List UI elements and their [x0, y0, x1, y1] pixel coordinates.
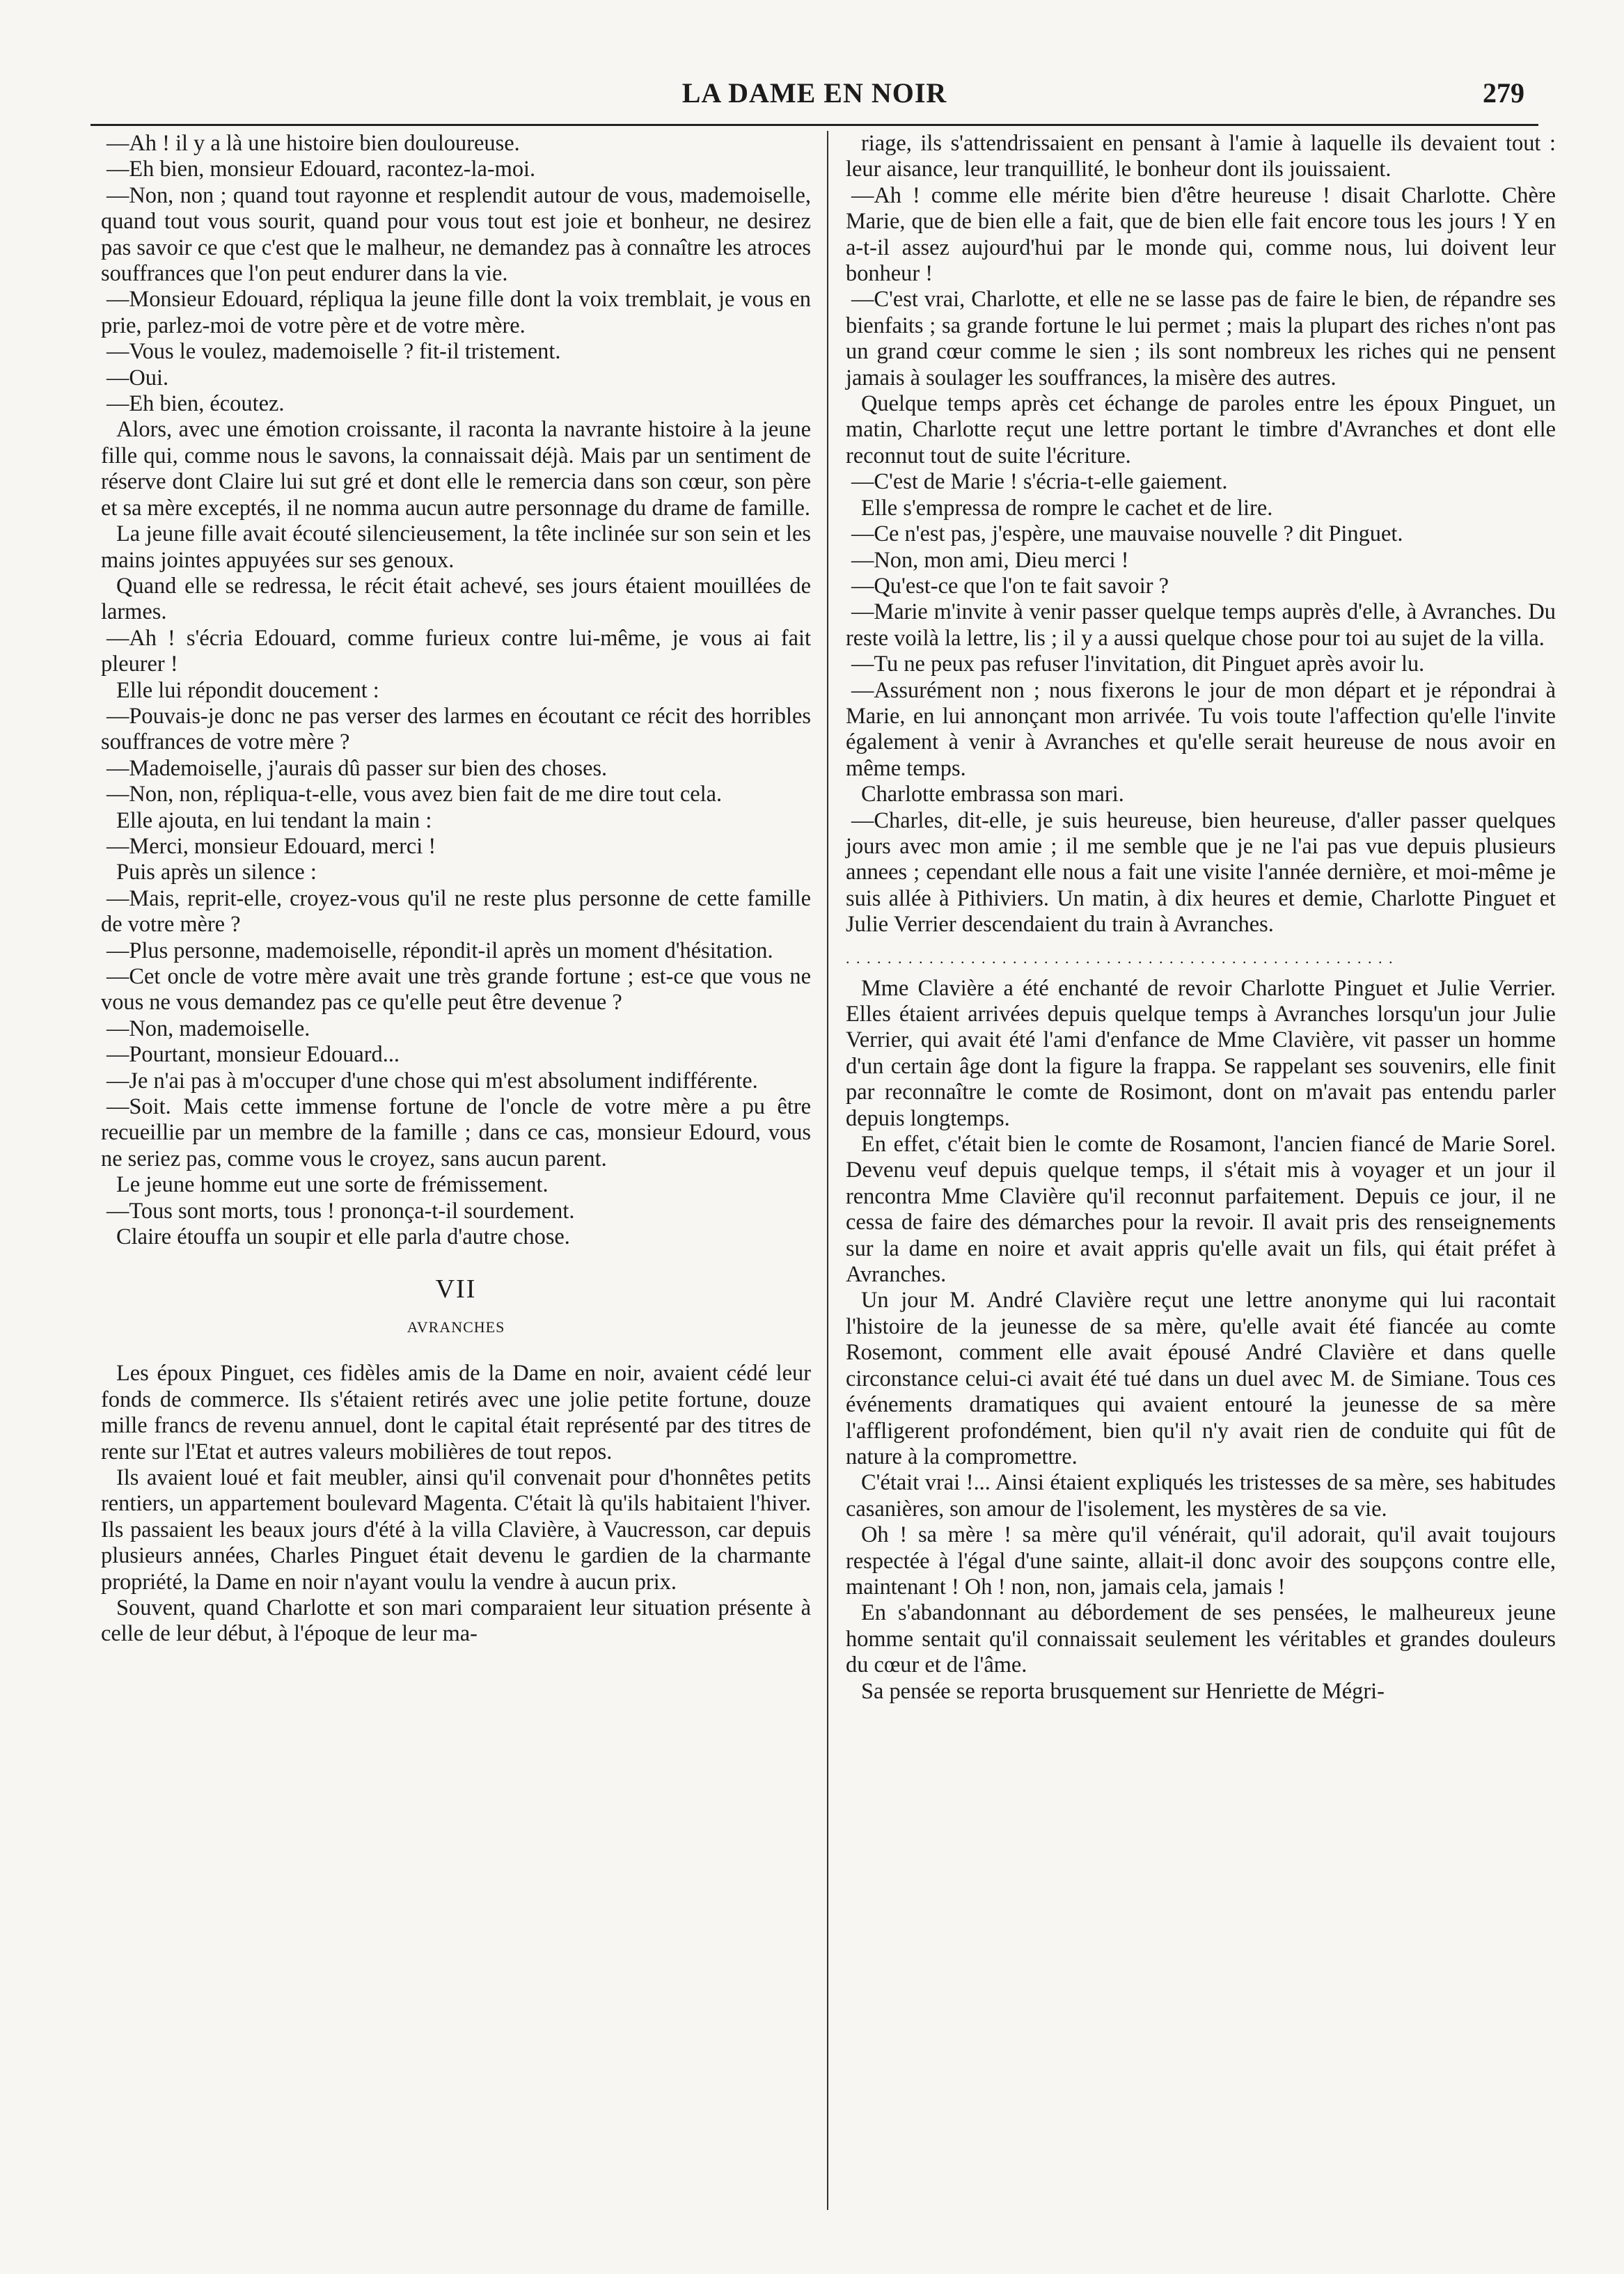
paragraph: Un jour M. André Clavière reçut une lettre anonyme qui lui racontait l'histoire de la jeunesse de sa mère, qu'elle avait été fiancée au comte Rosemont, comment elle avait épousé André Clavière et dans quelle circonstance celui-ci avait été tué dans un duel avec M. de Simiane. Tous ces événements dramatiques qui avaient entouré la jeunesse de sa mère l'affligerent profondément, bien qu'il n'y avait rien de conduite qui fût de nature à la compromettre.	[846, 1288, 1556, 1469]
paragraph: Elle s'empressa de rompre le cachet et de lire.	[861, 495, 1273, 521]
right-column	[846, 131, 1556, 1705]
column-divider	[827, 131, 828, 2210]
running-title: LA DAME EN NOIR	[681, 77, 947, 109]
paragraph: —Pourtant, monsieur Edouard...	[107, 1042, 400, 1068]
paragraph: —Non, non, répliqua-t-elle, vous avez bien fait de me dire tout cela.	[107, 782, 723, 807]
paragraph: —Pouvais-je donc ne pas verser des larmes en écoutant ce récit des horribles souffrances de votre mère ?	[101, 703, 811, 755]
paragraph: —Eh bien, monsieur Edouard, racontez-la-moi.	[107, 157, 536, 182]
paragraph: Charlotte embrassa son mari.	[861, 782, 1124, 807]
paragraph: —Tu ne peux pas refuser l'invitation, dit Pinguet après avoir lu.	[851, 652, 1425, 677]
left-column-text	[101, 131, 811, 1250]
paragraph: Le jeune homme eut une sorte de frémissement.	[116, 1172, 549, 1198]
paragraph: —Assurément non ; nous fixerons le jour de mon départ et je répondrai à Marie, en lui annonçant mon arrivée. Tu vois toute l'affection qu'elle l'invite également à venir à Avranches et qu'elle serait heureuse de nous avoir en même temps.	[846, 677, 1556, 781]
paragraph: —Non, mademoiselle.	[107, 1016, 310, 1041]
paragraph: —C'est de Marie ! s'écria-t-elle gaiement.	[851, 469, 1228, 495]
paragraph: —Merci, monsieur Edouard, merci !	[107, 833, 436, 859]
paragraph: Souvent, quand Charlotte et son mari comparaient leur situation présente à celle de leur début, à l'époque de leur ma-	[101, 1595, 811, 1647]
paragraph: Alors, avec une émotion croissante, il raconta la navrante histoire à la jeune fille qui, comme nous le savons, la connaissait déjà. Mais par un sentiment de réserve dont Claire lui sut gré et dont elle le remercia dans son cœur, son père et sa mère exceptés, il ne nomma aucun autre personnage du drame de famille.	[101, 417, 811, 521]
paragraph: —Plus personne, mademoiselle, répondit-il après un moment d'hésitation.	[107, 938, 773, 963]
paragraph: —Ah ! comme elle mérite bien d'être heureuse ! disait Charlotte. Chère Marie, que de bien elle a fait, que de bien elle fait encore tous les jours ! Y en a-t-il assez aujourd'hui par le monde qui, comme nous, lui doivent leur bonheur !	[846, 182, 1556, 287]
page-number: 279	[1483, 77, 1524, 109]
paragraph: —Monsieur Edouard, répliqua la jeune fille dont la voix tremblait, je vous en prie, parlez-moi de votre père et de votre mère.	[101, 287, 811, 338]
left-column	[101, 131, 811, 1648]
chapter-number: VII	[435, 1274, 477, 1304]
paragraph: —Mais, reprit-elle, croyez-vous qu'il ne reste plus personne de cette famille de votre mère ?	[101, 885, 811, 938]
paragraph: Elle lui répondit doucement :	[116, 677, 379, 703]
paragraph: —Cet oncle de votre mère avait une très grande fortune ; est-ce que vous ne vous ne vous demandez pas ce qu'elle peut être devenue ?	[101, 964, 811, 1016]
paragraph: —Non, mon ami, Dieu merci !	[851, 547, 1129, 573]
paragraph: Claire étouffa un soupir et elle parla d'autre chose.	[116, 1224, 570, 1250]
paragraph: —Ah ! s'écria Edouard, comme furieux contre lui-même, je vous ai fait pleurer !	[101, 625, 811, 677]
paragraph: —Oui.	[107, 365, 169, 390]
section-break: . . . . . . . . . . . . . . . . . . . . . . . . . . . . . . . . . . . . . . . . . . . . . . . . . . . . .	[846, 949, 1394, 967]
paragraph: —Mademoiselle, j'aurais dû passer sur bien des choses.	[107, 755, 608, 781]
paragraph: Puis après un silence :	[116, 860, 317, 885]
paragraph: En s'abandonnant au débordement de ses pensées, le malheureux jeune homme sentait qu'il connaissait seulement les véritables et grandes douleurs du cœur et de l'âme.	[846, 1600, 1556, 1678]
paragraph: Ils avaient loué et fait meubler, ainsi qu'il convenait pour d'honnêtes petits rentiers, un appartement boulevard Magenta. C'était là qu'ils habitaient l'hiver. Ils passaient les beaux jours d'été à la villa Clavière, à Vaucresson, car depuis plusieurs années, Charles Pinguet était devenu le gardien de la charmante propriété, la Dame en noir n'ayant voulu la vendre à aucun prix.	[101, 1464, 811, 1595]
paragraph: —C'est vrai, Charlotte, et elle ne se lasse pas de faire le bien, de répandre ses bienfaits ; sa grande fortune le lui permet ; mais la plupart des riches n'ont pas un grand cœur comme le sien ; ils sont nombreux les riches qui ne pensent jamais à soulager les souffrances, la misère des autres.	[846, 287, 1556, 390]
paragraph: —Je n'ai pas à m'occuper d'une chose qui m'est absolument indifférente.	[107, 1068, 758, 1093]
paragraph: riage, ils s'attendrissaient en pensant à l'amie à laquelle ils devaient tout : leur aisance, leur tranquillité, le bonheur dont ils jouissaient.	[846, 131, 1556, 182]
right-column-text-continued	[846, 976, 1556, 1705]
paragraph: —Vous le voulez, mademoiselle ? fit-il tristement.	[107, 339, 561, 365]
chapter-title: AVRANCHES	[407, 1318, 505, 1336]
paragraph: Elle ajouta, en lui tendant la main :	[116, 807, 432, 833]
paragraph: Sa pensée se reporta brusquement sur Henriette de Mégri-	[861, 1678, 1385, 1704]
paragraph: —Ce n'est pas, j'espère, une mauvaise nouvelle ? dit Pinguet.	[851, 521, 1403, 547]
paragraph: —Charles, dit-elle, je suis heureuse, bien heureuse, d'aller passer quelques jours avec mon amie ; il me semble que je ne l'ai pas vue depuis plusieurs annees ; cependant elle nous a fait une visite l'année dernière, et moi-même je suis allée à Pithiviers. Un matin, à dix heures et demie, Charlotte Pinguet et Julie Verrier descendaient du train à Avranches.	[846, 807, 1556, 938]
paragraph: —Tous sont morts, tous ! prononça-t-il sourdement.	[107, 1198, 575, 1224]
paragraph: —Qu'est-ce que l'on te fait savoir ?	[851, 573, 1169, 599]
header-rule	[90, 124, 1538, 126]
paragraph: —Ah ! il y a là une histoire bien douloureuse.	[107, 131, 520, 156]
paragraph: Mme Clavière a été enchanté de revoir Charlotte Pinguet et Julie Verrier. Elles étaient arrivées depuis quelque temps à Avranches lorsqu'un jour Julie Verrier, qui avait été l'ami d'enfance de Mme Clavière, vit passer un homme d'un certain âge dont la figure la frappa. Se rappelant ses souvenirs, elle finit par reconnaître le comte de Rosimont, dont on m'avait pas entendu parler depuis longtemps.	[846, 975, 1556, 1131]
paragraph: —Marie m'invite à venir passer quelque temps auprès d'elle, à Avranches. Du reste voilà la lettre, lis ; il y a aussi quelque chose pour toi au sujet de la villa.	[846, 599, 1556, 651]
paragraph: Quelque temps après cet échange de paroles entre les époux Pinguet, un matin, Charlotte reçut une lettre portant le timbre d'Avranches et dont elle reconnut tout de suite l'écriture.	[846, 391, 1556, 468]
paragraph: En effet, c'était bien le comte de Rosamont, l'ancien fiancé de Marie Sorel. Devenu veuf depuis quelque temps, il s'était mis à voyager et un jour il rencontra Mme Clavière qu'il reconnut parfaitement. Depuis ce jour, il ne cessa de faire des démarches pour la revoir. Il avait pris des renseignements sur la dame en noire et avait appris qu'elle avait un fils, qui était préfet à Avranches.	[846, 1132, 1556, 1288]
paragraph: —Soit. Mais cette immense fortune de l'oncle de votre mère a pu être recueillie par un membre de la famille ; dans ce cas, monsieur Edourd, vous ne seriez pas, comme vous le croyez, sans aucun parent.	[101, 1094, 811, 1171]
paragraph: C'était vrai !... Ainsi étaient expliqués les tristesses de sa mère, ses habitudes casanières, son amour de l'isolement, les mystères de sa vie.	[846, 1470, 1556, 1522]
paragraph: La jeune fille avait écouté silencieusement, la tête inclinée sur son sein et les mains jointes appuyées sur ses genoux.	[101, 521, 811, 573]
paragraph: Les époux Pinguet, ces fidèles amis de la Dame en noir, avaient cédé leur fonds de commerce. Ils s'étaient retirés avec une jolie petite fortune, douze mille francs de revenu annuel, dont le capital était représenté par des titres de rente sur l'Etat et autres valeurs mobilières de tout repos.	[101, 1361, 811, 1464]
chapter-text	[101, 1361, 811, 1647]
paragraph: —Eh bien, écoutez.	[107, 391, 285, 417]
paragraph: Oh ! sa mère ! sa mère qu'il vénérait, qu'il adorait, qu'il avait toujours respectée à l'égal d'une sainte, allait-il donc avoir des soupçons contre elle, maintenant ! Oh ! non, non, jamais cela, jamais !	[846, 1522, 1556, 1600]
paragraph: Quand elle se redressa, le récit était achevé, ses jours étaient mouillées de larmes.	[101, 573, 811, 625]
paragraph: —Non, non ; quand tout rayonne et resplendit autour de vous, mademoiselle, quand tout vous sourit, quand pour vous tout est joie et bonheur, ne desirez pas savoir ce que c'est que le malheur, ne demandez pas à connaître les atroces souffrances que l'on peut endurer dans la vie.	[101, 182, 811, 287]
page-header	[90, 67, 1538, 116]
right-column-text	[846, 131, 1556, 938]
